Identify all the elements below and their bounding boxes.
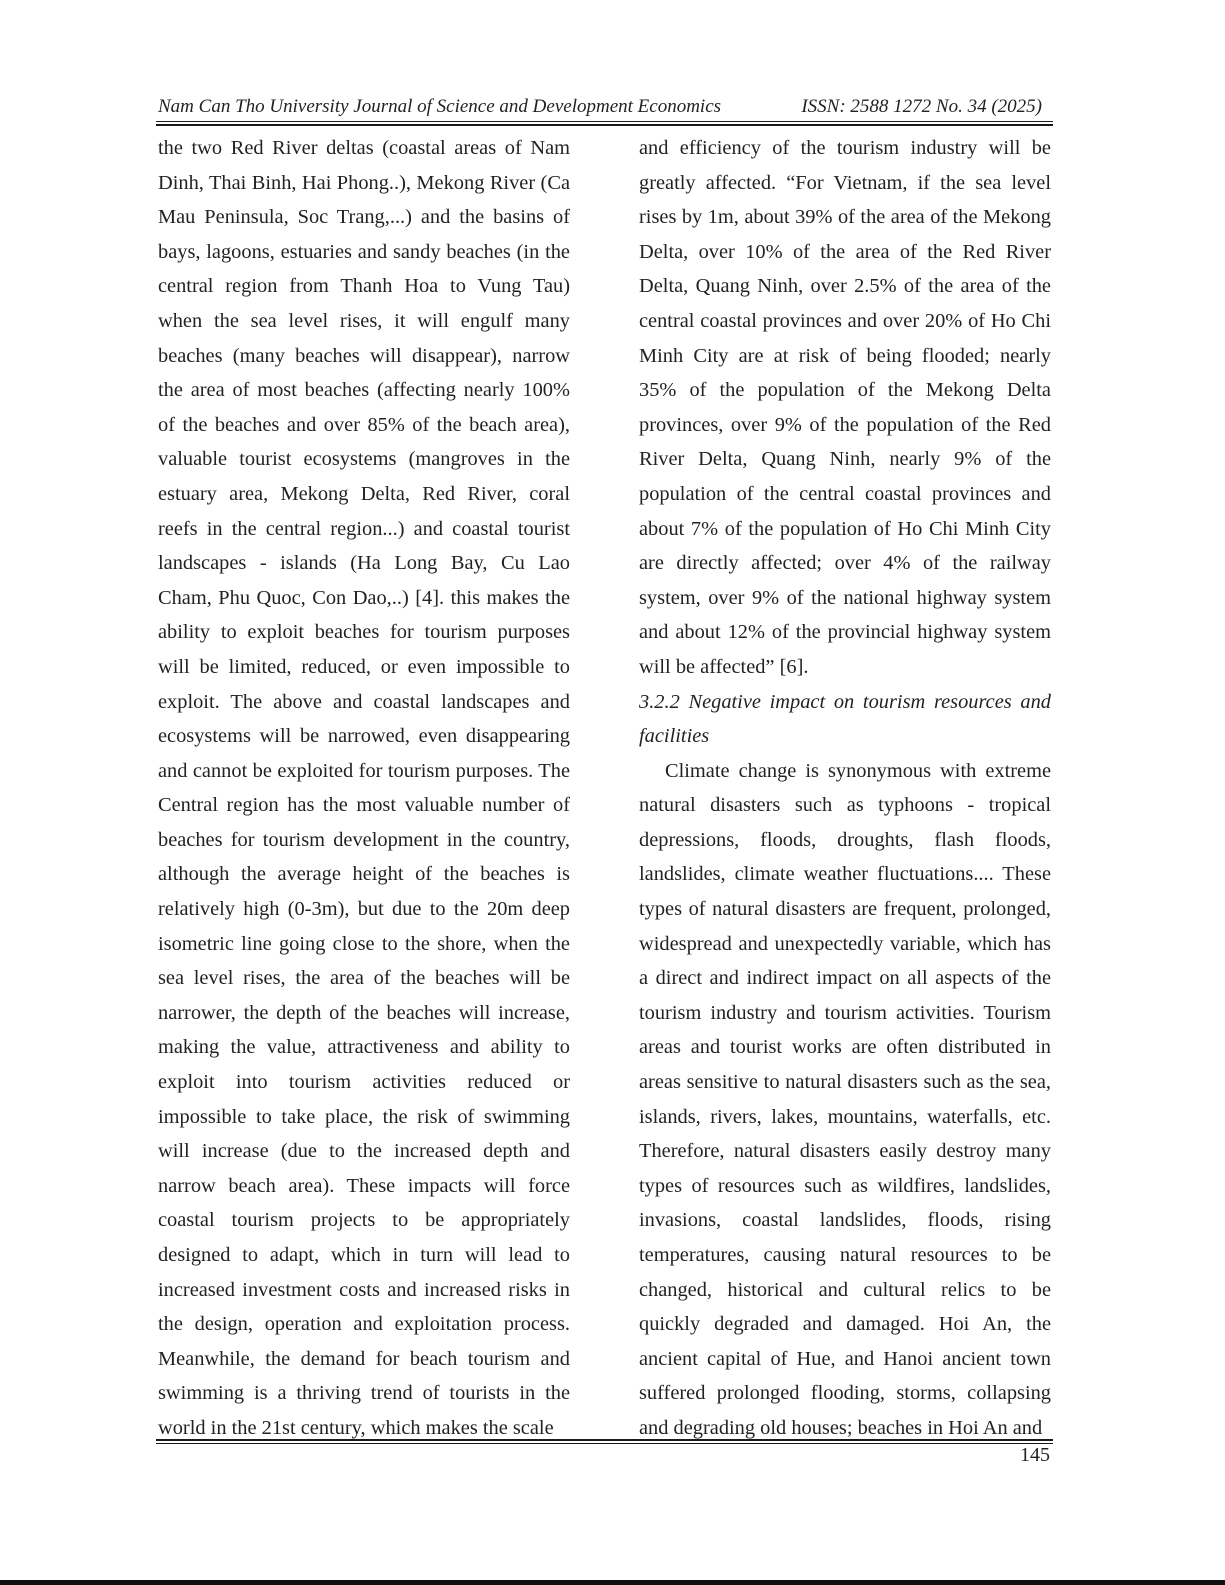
footer-rule-thick — [156, 1439, 1053, 1441]
header-rule-thin — [156, 121, 1053, 122]
issn-issue: ISSN: 2588 1272 No. 34 (2025) — [801, 96, 1042, 117]
left-column — [158, 131, 570, 1446]
body-paragraph: and efficiency of the tourism industry will be greatly affected. “For Vietnam, if the sea level rises by 1m, about 39% of the area of the Mekong Delta, over 10% of the area of the Red River Delta, Quang Ninh, over 2.5% of the area of the central coastal provinces and over 20% of Ho Chi Minh City are at risk of being flooded; nearly 35% of the population of the Mekong Delta provinces, over 9% of the population of the Red River Delta, Quang Ninh, nearly 9% of the population of the central coastal provinces and about 7% of the population of Ho Chi Minh City are directly affected; over 4% of the railway system, over 9% of the national highway system and about 12% of the provincial highway system will be affected” [6]. — [639, 137, 1051, 678]
footer-rule-thin — [156, 1443, 1053, 1444]
page-number: 145 — [1020, 1444, 1050, 1466]
body-paragraph: the two Red River deltas (coastal areas of Nam Dinh, Thai Binh, Hai Phong..), Mekong River (Ca Mau Peninsula, Soc Trang,...) and the basins of bays, lagoons, estuaries and sandy beaches (in the central region from Thanh Hoa to Vung Tau) when the sea level rises, it will engulf many beaches (many beaches will disappear), narrow the area of most beaches (affecting nearly 100% of the beaches and over 85% of the beach area), valuable tourist ecosystems (mangroves in the estuary area, Mekong Delta, Red River, coral reefs in the central region...) and coastal tourist landscapes - islands (Ha Long Bay, Cu Lao Cham, Phu Quoc, Con Dao,..) [4]. this makes the ability to exploit beaches for tourism purposes will be limited, reduced, or even impossible to exploit. The above and coastal landscapes and ecosystems will be narrowed, even disappearing and cannot be exploited for tourism purposes. The Central region has the most valuable number of beaches for tourism development in the country, although the average height of the beaches is relatively high (0-3m), but due to the 20m deep isometric line going close to the shore, when the sea level rises, the area of the beaches will be narrower, the depth of the beaches will increase, making the value, attractiveness and ability to exploit into tourism activities reduced or impossible to take place, the risk of swimming will increase (due to the increased depth and narrow beach area). These impacts will force coastal tourism projects to be appropriately designed to adapt, which in turn will lead to increased investment costs and increased risks in the design, operation and exploitation process. Meanwhile, the demand for beach tourism and swimming is a thriving trend of tourists in the world in the 21st century, which makes the scale — [158, 137, 570, 1439]
running-header — [158, 96, 1050, 124]
section-heading: 3.2.2 Negative impact on tourism resources and facilities — [639, 690, 1051, 748]
bottom-edge-bar — [0, 1580, 1225, 1585]
body-paragraph: Climate change is synonymous with extreme natural disasters such as typhoons - tropical depressions, floods, droughts, flash floods, landslides, climate weather fluctuations.... These types of natural disasters are frequent, prolonged, widespread and unexpectedly variable, which has a direct and indirect impact on all aspects of the tourism industry and tourism activities. Tourism areas and tourist works are often distributed in areas sensitive to natural disasters such as the sea, islands, rivers, lakes, mountains, waterfalls, etc. Therefore, natural disasters easily destroy many types of resources such as wildfires, landslides, invasions, coastal landslides, floods, rising temperatures, causing natural resources to be changed, historical and cultural relics to be quickly degraded and damaged. Hoi An, the ancient capital of Hue, and Hanoi ancient town suffered prolonged flooding, storms, collapsing and degrading old houses; beaches in Hoi An and — [639, 759, 1051, 1439]
right-column — [639, 131, 1051, 1446]
journal-title: Nam Can Tho University Journal of Science and Development Economics — [158, 96, 722, 117]
header-rule-thick — [156, 124, 1053, 126]
